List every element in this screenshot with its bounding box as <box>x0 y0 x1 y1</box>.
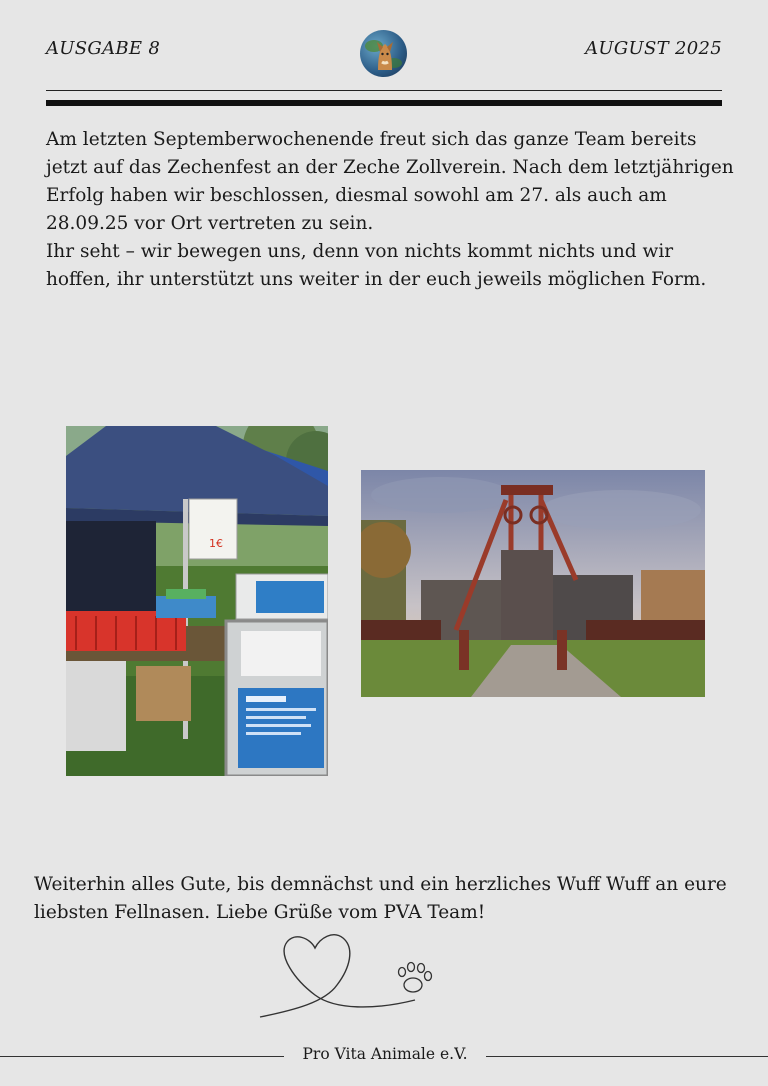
photo-info-stand <box>66 426 328 776</box>
heart-paw-icon <box>255 930 445 1022</box>
photo-zeche-zollverein <box>361 470 705 697</box>
issue-date: AUGUST 2025 <box>585 38 722 59</box>
stand-sign-price: 1€ <box>209 537 223 550</box>
header-divider-thick <box>46 100 722 106</box>
intro-paragraph-1: Am letzten Septemberwochenende freut sich das ganze Team bereits jetzt auf das Zechenfest an der Zeche Zollverein. Nach dem letztjährigen Erfolg haben wir beschlossen, diesmal sowohl am 27. als auch am 28.09.25 vor Ort vertreten zu sein. <box>46 129 734 234</box>
footer-rule-right <box>486 1056 768 1057</box>
header-divider-thin <box>46 90 722 91</box>
footer-organization: Pro Vita Animale e.V. <box>302 1045 468 1063</box>
footer-rule-left <box>0 1056 284 1057</box>
closing-text: Weiterhin alles Gute, bis demnächst und ein herzliches Wuff Wuff an eure liebsten Fellnasen. Liebe Grüße vom PVA Team! <box>34 874 727 923</box>
heart-paw-line-art <box>255 930 445 1022</box>
intro-text <box>46 126 736 294</box>
globe-dog-logo-icon <box>360 30 407 77</box>
intro-paragraph-2: Ihr seht – wir bewegen uns, denn von nichts kommt nichts und wir hoffen, ihr unterstützt uns weiter in der euch jeweils möglichen Form. <box>46 241 707 290</box>
issue-label: AUSGABE 8 <box>46 38 161 59</box>
